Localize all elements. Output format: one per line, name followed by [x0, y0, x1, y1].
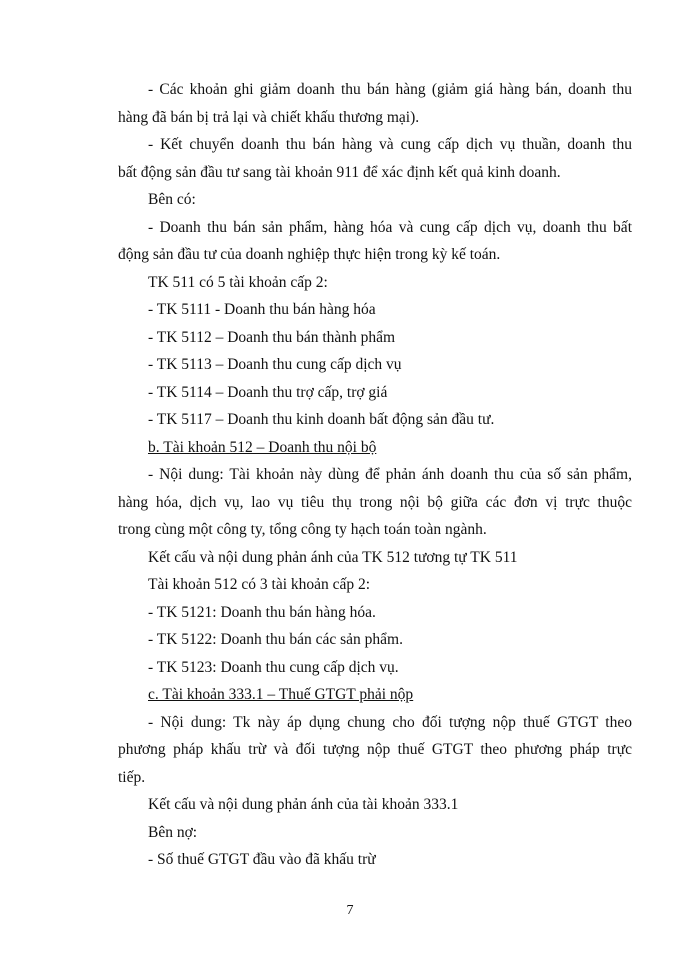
- text-line: [118, 819, 632, 847]
- text-line-content: - Các khoản ghi giảm doanh thu bán hàng (giảm giá hàng bán, doanh thu: [148, 81, 632, 98]
- text-line: [118, 516, 632, 544]
- page-number: 7: [346, 903, 354, 918]
- text-line-content: bất động sản đầu tư sang tài khoản 911 để xác định kết quả kinh doanh.: [118, 163, 561, 181]
- text-line: [118, 324, 632, 352]
- text-line: [118, 791, 632, 819]
- text-line-content: Tài khoản 512 có 3 tài khoản cấp 2:: [148, 576, 371, 593]
- text-line: [118, 269, 632, 297]
- text-line: [118, 736, 632, 764]
- text-line: [118, 186, 632, 214]
- text-line: [118, 241, 632, 269]
- text-line-content: - TK 5117 – Doanh thu kinh doanh bất động sản đầu tư.: [148, 411, 495, 428]
- text-line-content: - Kết chuyển doanh thu bán hàng và cung cấp dịch vụ thuần, doanh thu: [148, 136, 632, 153]
- text-line: [118, 764, 632, 792]
- text-line-content: Kết cấu và nội dung phản ánh của tài khoản 333.1: [148, 796, 459, 813]
- text-line-content: Kết cấu và nội dung phản ánh của TK 512 tương tự TK 511: [148, 548, 518, 566]
- text-line: [118, 104, 632, 132]
- text-line: [118, 76, 632, 104]
- text-line-content: động sản đầu tư của doanh nghiệp thực hiện trong kỳ kế toán.: [118, 246, 501, 263]
- text-line: [118, 599, 632, 627]
- text-line-content: - TK 5122: Doanh thu bán các sản phẩm.: [148, 631, 403, 648]
- text-line-content: Bên nợ:: [148, 823, 198, 841]
- section-heading: [118, 681, 632, 709]
- text-line-content: - Nội dung: Tk này áp dụng chung cho đối tượng nộp thuế GTGT theo: [148, 713, 632, 731]
- text-line-content: trong cùng một công ty, tổng công ty hạch toán toàn ngành.: [118, 521, 487, 538]
- text-line-content: - TK 5121: Doanh thu bán hàng hóa.: [148, 603, 376, 621]
- text-line-content: - TK 5114 – Doanh thu trợ cấp, trợ giá: [148, 383, 388, 401]
- text-line-content: - TK 5112 – Doanh thu bán thành phẩm: [148, 328, 396, 346]
- text-line: [118, 379, 632, 407]
- text-line: [118, 131, 632, 159]
- text-line: [118, 489, 632, 517]
- text-line-content: hàng đã bán bị trả lại và chiết khấu thương mại).: [118, 108, 420, 126]
- text-line-content: - TK 5113 – Doanh thu cung cấp dịch vụ: [148, 356, 402, 373]
- text-line: [118, 296, 632, 324]
- text-line: [118, 214, 632, 242]
- text-line-content: - Nội dung: Tài khoản này dùng để phản ánh doanh thu của số sản phẩm,: [148, 466, 632, 483]
- text-line-content: - Doanh thu bán sản phẩm, hàng hóa và cung cấp dịch vụ, doanh thu bất: [148, 218, 632, 236]
- text-line: [118, 544, 632, 572]
- text-line-content: TK 511 có 5 tài khoản cấp 2:: [148, 273, 328, 291]
- text-line: [118, 159, 632, 187]
- text-line-content: - Số thuế GTGT đầu vào đã khấu trừ: [148, 851, 376, 868]
- text-line-content: tiếp.: [118, 768, 146, 786]
- text-line-content: c. Tài khoản 333.1 – Thuế GTGT phải nộp: [148, 686, 414, 703]
- text-line-content: b. Tài khoản 512 – Doanh thu nội bộ: [148, 438, 377, 456]
- text-line: [118, 846, 632, 874]
- text-line-content: phương pháp khấu trừ và đối tượng nộp thuế GTGT theo phương pháp trực: [118, 741, 632, 758]
- section-heading: [118, 434, 632, 462]
- text-line: [118, 461, 632, 489]
- text-line-content: - TK 5111 - Doanh thu bán hàng hóa: [148, 301, 376, 318]
- text-line: [118, 709, 632, 737]
- text-line: [118, 571, 632, 599]
- text-line: [118, 406, 632, 434]
- text-line-content: - TK 5123: Doanh thu cung cấp dịch vụ.: [148, 658, 399, 676]
- text-line: [118, 654, 632, 682]
- text-line-content: Bên có:: [148, 191, 196, 208]
- text-line: [118, 626, 632, 654]
- text-line-content: hàng hóa, dịch vụ, lao vụ tiêu thụ trong nội bộ giữa các đơn vị trực thuộc: [118, 493, 632, 511]
- text-line: [118, 351, 632, 379]
- page-body: [118, 76, 632, 874]
